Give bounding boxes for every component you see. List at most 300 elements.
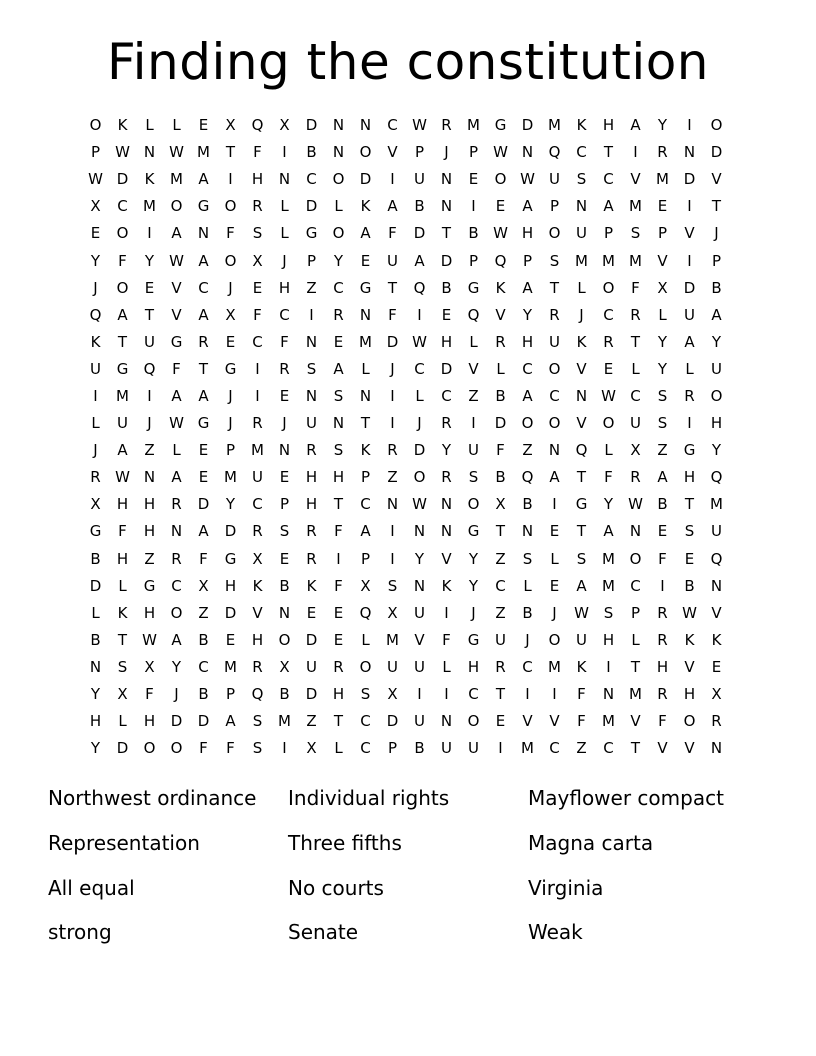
grid-letter: A: [171, 224, 182, 243]
grid-letter: I: [471, 197, 476, 216]
grid-letter: J: [714, 224, 719, 243]
grid-letter: O: [710, 386, 723, 405]
grid-letter: E: [441, 305, 452, 324]
grid-letter: C: [252, 332, 263, 351]
grid-letter: H: [143, 522, 156, 541]
grid-letter: L: [631, 630, 640, 649]
grid-letter: N: [332, 116, 345, 135]
grid-letter: I: [444, 603, 449, 622]
grid-letter: O: [413, 468, 426, 487]
grid-letter: D: [224, 522, 237, 541]
grid-letter: I: [336, 549, 341, 568]
grid-letter: D: [386, 712, 399, 731]
grid-letter: D: [224, 603, 237, 622]
grid-letter: N: [278, 441, 291, 460]
grid-letter: L: [280, 197, 289, 216]
grid-letter: G: [224, 359, 237, 378]
grid-letter: B: [198, 685, 209, 704]
grid-letter: C: [522, 657, 533, 676]
grid-letter: N: [413, 576, 426, 595]
grid-letter: S: [603, 603, 614, 622]
grid-letter: O: [710, 116, 723, 135]
grid-letter: T: [441, 224, 452, 243]
grid-letter: D: [710, 143, 723, 162]
grid-letter: I: [390, 522, 395, 541]
grid-row: [82, 139, 730, 166]
grid-letter: S: [576, 549, 587, 568]
grid-letter: F: [604, 468, 613, 487]
grid-letter: A: [117, 441, 128, 460]
grid-letter: P: [468, 143, 479, 162]
grid-letter: R: [252, 197, 263, 216]
grid-letter: X: [252, 549, 263, 568]
grid-letter: U: [144, 332, 155, 351]
grid-letter: I: [525, 685, 530, 704]
grid-letter: F: [631, 278, 640, 297]
grid-row: [82, 735, 730, 762]
grid-letter: R: [630, 468, 641, 487]
grid-letter: M: [359, 332, 372, 351]
grid-letter: S: [252, 739, 263, 758]
grid-letter: I: [228, 170, 233, 189]
grid-letter: F: [658, 712, 667, 731]
grid-letter: T: [360, 414, 371, 433]
grid-letter: O: [143, 739, 156, 758]
grid-letter: N: [440, 522, 453, 541]
grid-letter: H: [251, 630, 264, 649]
grid-letter: F: [577, 712, 586, 731]
grid-letter: W: [115, 468, 130, 487]
grid-letter: U: [576, 224, 587, 243]
grid-letter: N: [440, 197, 453, 216]
grid-letter: Y: [711, 332, 722, 351]
grid-letter: D: [413, 441, 426, 460]
grid-letter: U: [387, 657, 398, 676]
grid-letter: E: [711, 657, 722, 676]
grid-letter: H: [710, 414, 723, 433]
grid-letter: W: [169, 251, 184, 270]
grid-letter: L: [604, 441, 613, 460]
grid-letter: X: [387, 685, 398, 704]
grid-letter: U: [495, 630, 506, 649]
grid-letter: R: [549, 305, 560, 324]
grid-letter: I: [390, 170, 395, 189]
grid-letter: L: [91, 603, 100, 622]
grid-letter: M: [629, 197, 642, 216]
grid-letter: V: [630, 712, 641, 731]
grid-letter: G: [197, 414, 210, 433]
grid-letter: E: [549, 522, 560, 541]
grid-letter: M: [521, 739, 534, 758]
grid-letter: V: [657, 739, 668, 758]
grid-letter: L: [334, 197, 343, 216]
grid-letter: B: [90, 549, 101, 568]
grid-letter: I: [633, 143, 638, 162]
grid-letter: M: [548, 116, 561, 135]
grid-letter: H: [602, 116, 615, 135]
grid-letter: W: [88, 170, 103, 189]
grid-letter: Z: [657, 441, 668, 460]
grid-letter: I: [552, 685, 557, 704]
grid-letter: G: [683, 441, 696, 460]
grid-letter: F: [334, 522, 343, 541]
grid-letter: U: [684, 305, 695, 324]
grid-letter: Z: [495, 549, 506, 568]
word-list-item: Virginia: [528, 875, 604, 900]
grid-letter: A: [225, 712, 236, 731]
grid-letter: N: [332, 143, 345, 162]
grid-letter: N: [602, 685, 615, 704]
grid-letter: F: [496, 441, 505, 460]
grid-letter: I: [282, 143, 287, 162]
grid-letter: R: [306, 549, 317, 568]
grid-letter: U: [90, 359, 101, 378]
grid-letter: T: [711, 197, 722, 216]
grid-letter: J: [228, 278, 233, 297]
grid-letter: R: [657, 630, 668, 649]
grid-letter: Z: [576, 739, 587, 758]
grid-letter: V: [630, 170, 641, 189]
grid-letter: D: [116, 739, 129, 758]
grid-letter: P: [630, 603, 641, 622]
grid-letter: H: [143, 712, 156, 731]
grid-letter: C: [360, 712, 371, 731]
grid-letter: F: [172, 359, 181, 378]
grid-letter: W: [520, 170, 535, 189]
grid-letter: H: [332, 468, 345, 487]
grid-letter: B: [90, 630, 101, 649]
grid-letter: T: [333, 712, 344, 731]
grid-letter: A: [711, 305, 722, 324]
grid-letter: T: [576, 468, 587, 487]
grid-letter: O: [170, 197, 183, 216]
grid-letter: M: [278, 712, 291, 731]
grid-letter: O: [170, 603, 183, 622]
grid-letter: P: [360, 468, 371, 487]
grid-letter: I: [660, 576, 665, 595]
grid-letter: K: [144, 170, 155, 189]
grid-letter: V: [684, 739, 695, 758]
grid-letter: S: [360, 685, 371, 704]
grid-letter: W: [142, 630, 157, 649]
grid-letter: N: [359, 386, 372, 405]
grid-letter: P: [279, 495, 290, 514]
grid-letter: Y: [468, 576, 479, 595]
grid-letter: Z: [495, 603, 506, 622]
grid-letter: K: [576, 116, 587, 135]
grid-letter: M: [116, 386, 129, 405]
grid-letter: H: [116, 495, 129, 514]
grid-letter: D: [413, 224, 426, 243]
grid-letter: I: [282, 739, 287, 758]
grid-letter: O: [116, 278, 129, 297]
grid-letter: V: [468, 359, 479, 378]
grid-letter: J: [579, 305, 584, 324]
grid-row: [82, 573, 730, 600]
grid-letter: Z: [144, 549, 155, 568]
grid-letter: R: [603, 332, 614, 351]
grid-letter: J: [417, 414, 422, 433]
grid-letter: C: [198, 657, 209, 676]
grid-letter: V: [576, 414, 587, 433]
grid-row: [82, 437, 730, 464]
grid-row: [82, 329, 730, 356]
grid-letter: T: [684, 495, 695, 514]
grid-letter: I: [93, 386, 98, 405]
grid-letter: H: [332, 685, 345, 704]
grid-letter: J: [471, 603, 476, 622]
grid-letter: C: [603, 305, 614, 324]
grid-letter: O: [494, 170, 507, 189]
grid-letter: S: [522, 549, 533, 568]
grid-letter: O: [332, 170, 345, 189]
grid-letter: I: [309, 305, 314, 324]
grid-letter: N: [305, 332, 318, 351]
word-list-row: [48, 910, 768, 955]
grid-letter: S: [252, 224, 263, 243]
grid-letter: N: [629, 522, 642, 541]
grid-letter: O: [467, 495, 480, 514]
grid-letter: F: [253, 143, 262, 162]
grid-letter: T: [225, 143, 236, 162]
grid-letter: S: [630, 224, 641, 243]
grid-letter: U: [306, 414, 317, 433]
grid-letter: A: [522, 278, 533, 297]
grid-letter: L: [118, 576, 127, 595]
grid-letter: M: [224, 657, 237, 676]
grid-letter: L: [361, 359, 370, 378]
grid-letter: A: [198, 522, 209, 541]
grid-letter: Y: [657, 116, 668, 135]
grid-letter: S: [117, 657, 128, 676]
grid-letter: Q: [575, 441, 588, 460]
grid-letter: I: [687, 414, 692, 433]
grid-letter: S: [333, 441, 344, 460]
grid-letter: J: [228, 414, 233, 433]
grid-letter: B: [657, 495, 668, 514]
grid-row: [82, 464, 730, 491]
grid-letter: W: [169, 414, 184, 433]
grid-letter: Y: [603, 495, 614, 514]
grid-letter: Z: [387, 468, 398, 487]
grid-letter: N: [359, 116, 372, 135]
grid-letter: J: [228, 386, 233, 405]
grid-letter: R: [495, 332, 506, 351]
grid-letter: O: [170, 739, 183, 758]
grid-row: [82, 708, 730, 735]
grid-letter: U: [414, 170, 425, 189]
grid-letter: G: [197, 197, 210, 216]
grid-letter: Z: [468, 386, 479, 405]
grid-letter: Z: [144, 441, 155, 460]
grid-letter: F: [226, 739, 235, 758]
grid-letter: S: [468, 468, 479, 487]
grid-letter: H: [521, 332, 534, 351]
grid-letter: J: [390, 359, 395, 378]
grid-letter: N: [440, 495, 453, 514]
grid-letter: N: [143, 143, 156, 162]
grid-letter: O: [278, 630, 291, 649]
grid-letter: N: [278, 170, 291, 189]
grid-letter: V: [657, 251, 668, 270]
grid-row: [82, 193, 730, 220]
grid-letter: R: [657, 143, 668, 162]
grid-letter: E: [225, 332, 236, 351]
grid-letter: D: [386, 332, 399, 351]
grid-letter: I: [498, 739, 503, 758]
grid-letter: L: [496, 359, 505, 378]
grid-letter: D: [89, 576, 102, 595]
grid-row: [82, 275, 730, 302]
grid-letter: S: [387, 576, 398, 595]
grid-letter: T: [576, 522, 587, 541]
grid-letter: H: [251, 170, 264, 189]
grid-letter: X: [495, 495, 506, 514]
grid-letter: I: [390, 414, 395, 433]
grid-letter: K: [576, 332, 587, 351]
grid-row: [82, 166, 730, 193]
grid-letter: B: [495, 386, 506, 405]
grid-letter: H: [305, 468, 318, 487]
grid-letter: F: [280, 332, 289, 351]
grid-letter: W: [412, 332, 427, 351]
grid-letter: B: [711, 278, 722, 297]
grid-letter: S: [333, 386, 344, 405]
grid-letter: Q: [89, 305, 102, 324]
grid-letter: V: [414, 630, 425, 649]
grid-letter: N: [170, 522, 183, 541]
grid-letter: H: [143, 603, 156, 622]
grid-letter: K: [576, 657, 587, 676]
grid-letter: L: [631, 359, 640, 378]
grid-letter: E: [549, 576, 560, 595]
grid-letter: O: [332, 224, 345, 243]
grid-row: [82, 546, 730, 573]
grid-letter: C: [576, 143, 587, 162]
grid-letter: Y: [225, 495, 236, 514]
grid-letter: P: [522, 251, 533, 270]
grid-letter: X: [360, 576, 371, 595]
grid-letter: N: [197, 224, 210, 243]
grid-letter: X: [225, 305, 236, 324]
word-list-item: Three fifths: [288, 831, 402, 856]
grid-letter: A: [387, 197, 398, 216]
grid-letter: A: [360, 522, 371, 541]
grid-letter: G: [116, 359, 129, 378]
grid-letter: T: [630, 332, 641, 351]
grid-letter: I: [390, 386, 395, 405]
grid-letter: H: [656, 657, 669, 676]
word-list-item: Mayflower compact: [528, 786, 724, 811]
grid-letter: D: [440, 251, 453, 270]
grid-letter: M: [575, 251, 588, 270]
grid-letter: B: [306, 143, 317, 162]
grid-letter: N: [521, 143, 534, 162]
grid-letter: W: [493, 224, 508, 243]
grid-letter: V: [711, 170, 722, 189]
grid-letter: C: [306, 170, 317, 189]
word-list-item: No courts: [288, 875, 384, 900]
grid-letter: L: [172, 441, 181, 460]
grid-letter: U: [468, 441, 479, 460]
grid-letter: X: [225, 116, 236, 135]
grid-letter: J: [525, 630, 530, 649]
grid-letter: P: [360, 549, 371, 568]
grid-letter: F: [118, 251, 127, 270]
grid-letter: W: [169, 143, 184, 162]
grid-letter: I: [687, 116, 692, 135]
grid-letter: E: [279, 468, 290, 487]
grid-letter: A: [684, 332, 695, 351]
grid-letter: O: [359, 143, 372, 162]
grid-letter: P: [549, 197, 560, 216]
grid-letter: C: [252, 495, 263, 514]
grid-letter: N: [521, 522, 534, 541]
grid-letter: Q: [521, 468, 534, 487]
grid-letter: U: [468, 739, 479, 758]
grid-letter: Y: [171, 657, 182, 676]
grid-letter: F: [334, 576, 343, 595]
grid-letter: L: [469, 332, 478, 351]
grid-letter: E: [333, 603, 344, 622]
grid-letter: K: [252, 576, 263, 595]
grid-letter: R: [333, 657, 344, 676]
grid-letter: D: [170, 712, 183, 731]
grid-letter: E: [657, 197, 668, 216]
grid-letter: T: [117, 332, 128, 351]
grid-letter: Y: [468, 549, 479, 568]
letter-grid: [82, 112, 730, 762]
grid-letter: H: [89, 712, 102, 731]
grid-letter: U: [414, 712, 425, 731]
grid-row: [82, 600, 730, 627]
grid-letter: V: [252, 603, 263, 622]
grid-letter: H: [278, 278, 291, 297]
grid-letter: M: [602, 549, 615, 568]
grid-letter: N: [440, 170, 453, 189]
grid-letter: I: [255, 359, 260, 378]
grid-letter: V: [495, 305, 506, 324]
grid-letter: M: [602, 251, 615, 270]
grid-letter: Y: [414, 549, 425, 568]
grid-letter: V: [171, 305, 182, 324]
grid-letter: A: [576, 576, 587, 595]
grid-letter: X: [252, 251, 263, 270]
grid-letter: G: [224, 549, 237, 568]
grid-letter: L: [685, 359, 694, 378]
grid-letter: G: [359, 278, 372, 297]
grid-letter: E: [333, 332, 344, 351]
grid-letter: T: [549, 278, 560, 297]
word-list-row: [48, 865, 768, 910]
grid-letter: C: [171, 576, 182, 595]
grid-letter: D: [305, 630, 318, 649]
grid-letter: U: [630, 414, 641, 433]
grid-letter: M: [656, 170, 669, 189]
grid-letter: P: [225, 441, 236, 460]
grid-letter: C: [495, 576, 506, 595]
grid-letter: F: [388, 224, 397, 243]
grid-letter: M: [710, 495, 723, 514]
grid-letter: I: [147, 386, 152, 405]
grid-letter: R: [441, 468, 452, 487]
grid-letter: R: [306, 441, 317, 460]
grid-letter: A: [549, 468, 560, 487]
grid-letter: G: [575, 495, 588, 514]
grid-letter: J: [282, 414, 287, 433]
grid-letter: N: [386, 495, 399, 514]
grid-letter: K: [306, 576, 317, 595]
